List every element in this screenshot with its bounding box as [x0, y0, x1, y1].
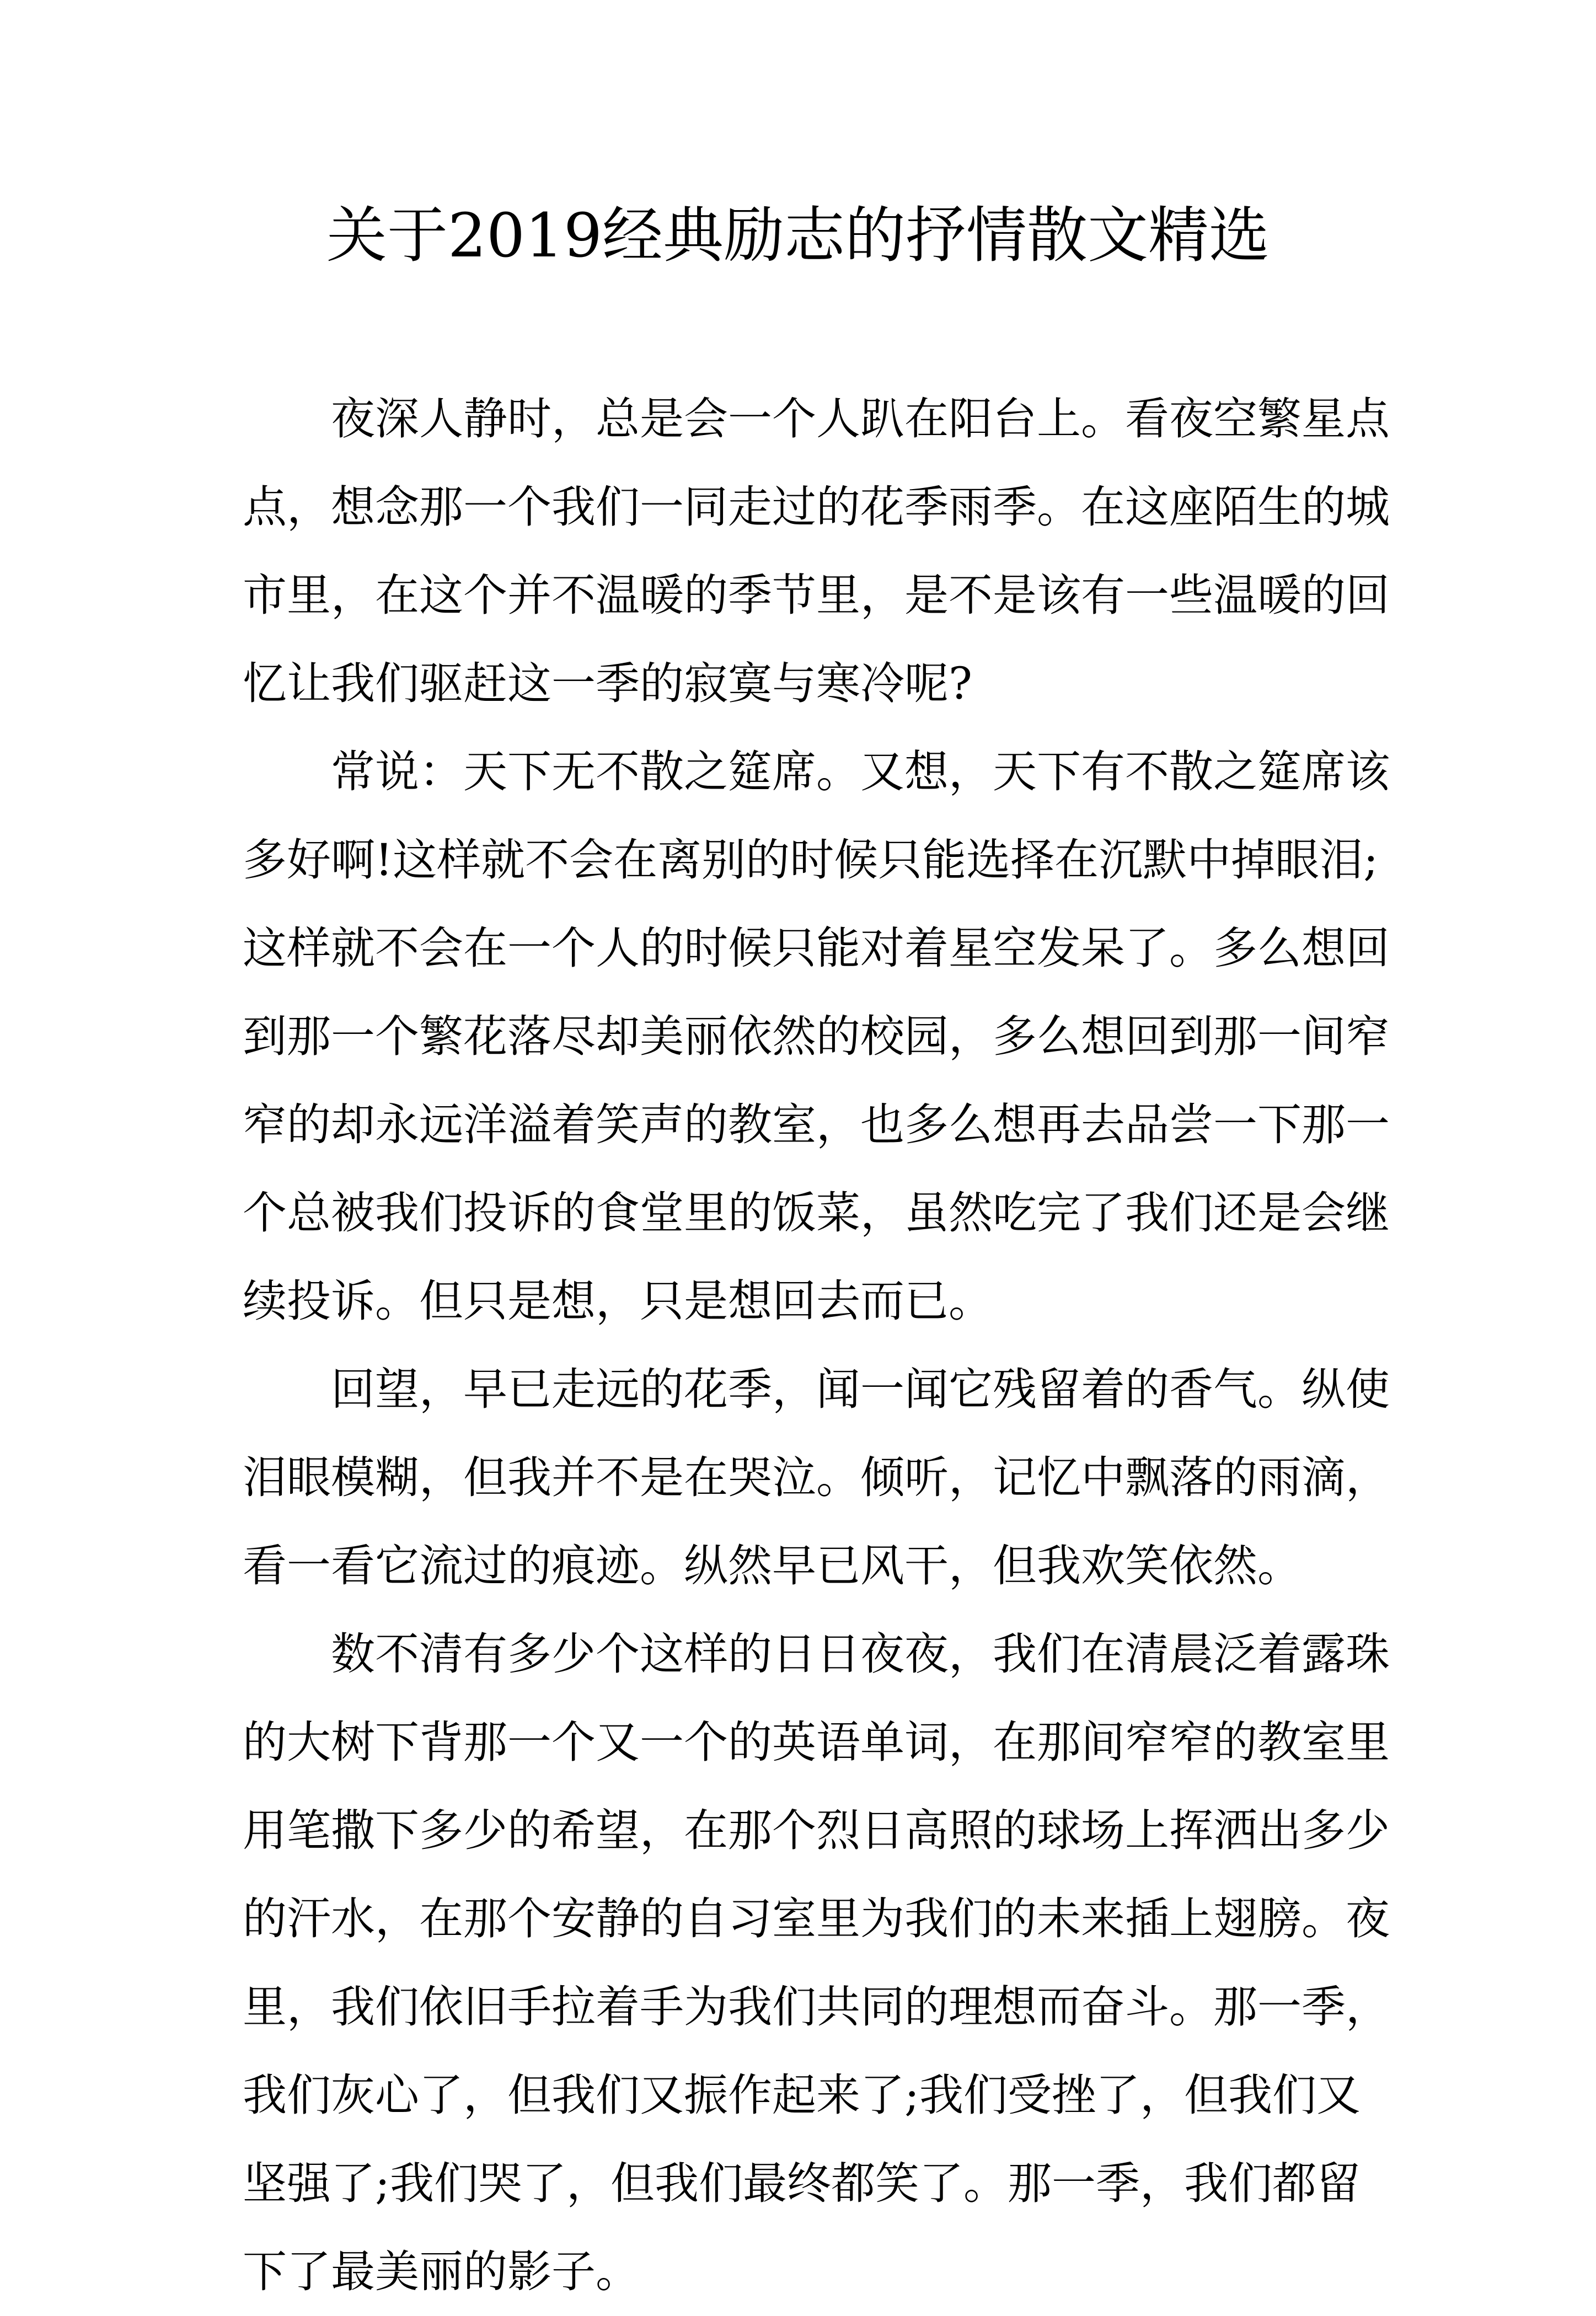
- text-line: 我们灰心了，但我们又振作起来了;我们受挫了，但我们又: [243, 2070, 1361, 2121]
- text-line: 窄的却永远洋溢着笑声的教室，也多么想再去品尝一下那一: [243, 1099, 1390, 1150]
- text-line: 坚强了;我们哭了，但我们最终都笑了。那一季，我们都留: [243, 2158, 1361, 2209]
- text-line: 看一看它流过的痕迹。纵然早已风干，但我欢笑依然。: [243, 1540, 1302, 1591]
- text-line: 市里，在这个并不温暖的季节里，是不是该有一些温暖的回: [243, 570, 1390, 621]
- text-line: 的大树下背那一个又一个的英语单词，在那间窄窄的教室里: [243, 1717, 1390, 1768]
- paragraph-4: [243, 1610, 1390, 2316]
- text-line: 的汗水，在那个安静的自习室里为我们的未来插上翅膀。夜: [243, 1893, 1390, 1944]
- text-line: 点，想念那一个我们一同走过的花季雨季。在这座陌生的城: [243, 481, 1390, 533]
- text-line: 续投诉。但只是想，只是想回去而已。: [243, 1275, 993, 1327]
- paragraph-1: [243, 375, 1390, 728]
- text-line: 下了最美丽的影子。: [243, 2246, 640, 2297]
- text-line: 用笔撒下多少的希望，在那个烈日高照的球场上挥洒出多少: [243, 1805, 1390, 1856]
- document-title: 关于2019经典励志的抒情散文精选: [326, 200, 1270, 271]
- paragraph-3: [243, 1345, 1390, 1610]
- text-line: 数不清有多少个这样的日日夜夜，我们在清晨泛着露珠: [331, 1628, 1390, 1680]
- text-line: 这样就不会在一个人的时候只能对着星空发呆了。多么想回: [243, 923, 1390, 974]
- text-line: 到那一个繁花落尽却美丽依然的校园，多么想回到那一间窄: [243, 1011, 1390, 1062]
- text-line: 多好啊!这样就不会在离别的时候只能选择在沉默中掉眼泪;: [243, 834, 1379, 886]
- text-line: 回望，早已走远的花季，闻一闻它残留着的香气。纵使: [331, 1364, 1390, 1415]
- text-line: 忆让我们驱赶这一季的寂寞与寒冷呢?: [243, 658, 972, 709]
- text-line: 泪眼模糊，但我并不是在哭泣。倾听，记忆中飘落的雨滴，: [243, 1452, 1390, 1503]
- text-line: 常说：天下无不散之筵席。又想，天下有不散之筵席该: [331, 746, 1390, 797]
- text-line: 夜深人静时，总是会一个人趴在阳台上。看夜空繁星点: [331, 393, 1390, 444]
- paragraph-2: [243, 728, 1390, 1345]
- document-body: [243, 375, 1390, 2316]
- text-line: 个总被我们投诉的食堂里的饭菜，虽然吃完了我们还是会继: [243, 1187, 1390, 1239]
- text-line: 里，我们依旧手拉着手为我们共同的理想而奋斗。那一季，: [243, 1981, 1390, 2033]
